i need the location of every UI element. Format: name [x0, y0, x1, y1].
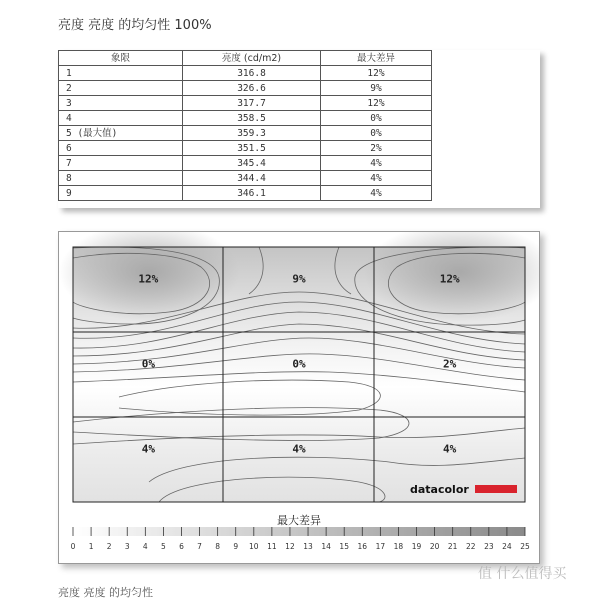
table-row	[59, 156, 432, 171]
scale-tick-label: 17	[375, 542, 386, 551]
cell-max-diff: 4%	[321, 156, 432, 171]
cell-quadrant: 1	[59, 66, 183, 81]
cell-max-diff: 2%	[321, 141, 432, 156]
cell-quadrant: 5 (最大值)	[59, 126, 183, 141]
scale-tick-label: 15	[339, 542, 349, 551]
header-luminance: 亮度 (cd/m2)	[183, 51, 321, 66]
scale-tick-label: 11	[267, 542, 277, 551]
scale-tick-label: 9	[233, 542, 239, 551]
cell-quadrant: 7	[59, 156, 183, 171]
header-max-diff: 最大差异	[321, 51, 432, 66]
scale-tick-label: 5	[161, 542, 166, 551]
scale-tick-label: 25	[520, 542, 530, 551]
cell-luminance: 317.7	[183, 96, 321, 111]
table-row	[59, 81, 432, 96]
cell-max-diff: 12%	[321, 66, 432, 81]
cell-label-8: 4%	[292, 442, 306, 456]
cell-max-diff: 0%	[321, 111, 432, 126]
scale-tick-label: 7	[197, 542, 202, 551]
cell-luminance: 316.8	[183, 66, 321, 81]
uniformity-heatmap-panel	[58, 231, 540, 564]
scale-tick-label: 22	[465, 542, 476, 551]
header-quadrant: 象限	[59, 51, 183, 66]
cell-label-2: 9%	[292, 272, 306, 286]
scale-tick-label: 3	[124, 542, 130, 551]
table-row	[59, 66, 432, 81]
scale-tick-label: 21	[447, 542, 458, 551]
scale-tick-label: 10	[249, 542, 259, 551]
page-title: 亮度 亮度 的均匀性 100%	[58, 18, 212, 33]
cell-luminance: 346.1	[183, 186, 321, 201]
table-row	[59, 141, 432, 156]
scale-tick-label: 18	[393, 542, 404, 551]
scale-tick-label: 2	[106, 542, 112, 551]
cell-max-diff: 12%	[321, 96, 432, 111]
scale-tick-label: 23	[484, 542, 494, 551]
cell-label-9: 4%	[443, 442, 457, 456]
table-row	[59, 111, 432, 126]
cell-quadrant: 4	[59, 111, 183, 126]
cell-luminance: 345.4	[183, 156, 321, 171]
uniformity-heatmap	[59, 232, 539, 563]
cell-quadrant: 9	[59, 186, 183, 201]
table-row	[59, 126, 432, 141]
scale-title: 最大差异	[277, 514, 321, 527]
cell-quadrant: 2	[59, 81, 183, 96]
scale-tick-label: 14	[321, 542, 331, 551]
site-watermark: 值 什么值得买	[478, 566, 567, 582]
scale-tick-label: 12	[285, 542, 295, 551]
scale-tick-label: 13	[303, 542, 313, 551]
table-row	[59, 96, 432, 111]
table-row	[59, 171, 432, 186]
scale-tick-label: 8	[215, 542, 221, 551]
brand-logo-bar	[475, 485, 517, 493]
bottom-cut-title: 亮度 亮度 的均匀性	[58, 586, 153, 599]
scale-tick-label: 20	[429, 542, 440, 551]
scale-tick-label: 4	[142, 542, 148, 551]
cell-luminance: 359.3	[183, 126, 321, 141]
cell-quadrant: 8	[59, 171, 183, 186]
cell-max-diff: 9%	[321, 81, 432, 96]
cell-label-4: 0%	[141, 357, 155, 371]
table-row	[59, 186, 432, 201]
cell-max-diff: 0%	[321, 126, 432, 141]
cell-max-diff: 4%	[321, 186, 432, 201]
cell-max-diff: 4%	[321, 171, 432, 186]
cell-luminance: 351.5	[183, 141, 321, 156]
cell-quadrant: 6	[59, 141, 183, 156]
scale-gradient	[73, 527, 525, 536]
cell-label-5: 0%	[292, 357, 306, 371]
cell-quadrant: 3	[59, 96, 183, 111]
uniformity-table	[58, 50, 540, 208]
cell-label-7: 4%	[141, 442, 155, 456]
cell-label-1: 12%	[138, 272, 159, 286]
scale-tick-label: 1	[88, 542, 94, 551]
cell-label-3: 12%	[439, 272, 460, 286]
scale-tick-label: 6	[179, 542, 184, 551]
brand-logo-text: datacolor	[410, 483, 469, 496]
scale-tick-label: 16	[357, 542, 368, 551]
cell-luminance: 326.6	[183, 81, 321, 96]
scale-tick-label: 24	[502, 542, 512, 551]
cell-label-6: 2%	[443, 357, 457, 371]
cell-luminance: 358.5	[183, 111, 321, 126]
cell-luminance: 344.4	[183, 171, 321, 186]
scale-tick-label: 19	[411, 542, 422, 551]
scale-tick-label: 0	[70, 542, 76, 551]
